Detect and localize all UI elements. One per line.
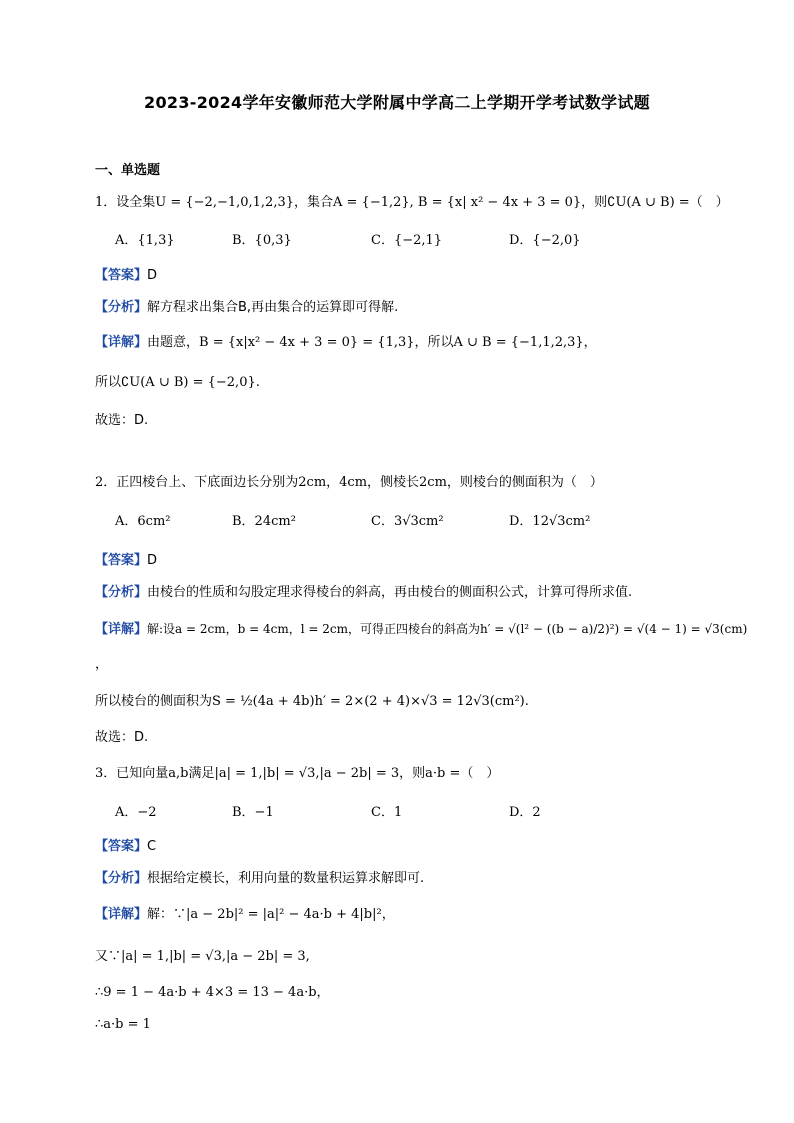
- q3-detail-line-4: ∴a·b = 1: [95, 1017, 151, 1032]
- analysis-tag: 【分析】: [95, 585, 148, 600]
- detail-text: 由题意，B = {x|x² − 4x + 3 = 0} = {1,3}，所以A ∪ B = {−1,1,2,3}，: [147, 335, 597, 350]
- analysis-tag: 【分析】: [95, 300, 148, 315]
- q3-option-d: D．2: [509, 805, 541, 820]
- q3-option-c: C．1: [371, 805, 403, 820]
- q2-analysis-row: [95, 584, 632, 602]
- q2-choose: 故选：D.: [95, 730, 149, 745]
- answer-tag: 【答案】: [95, 839, 148, 854]
- q3-option-b: B．−1: [232, 805, 274, 820]
- q3-detail-row: [95, 906, 395, 924]
- q2-option-c: C．3√3cm²: [371, 514, 444, 529]
- section-heading: 一、单选题: [95, 163, 161, 178]
- analysis-tag: 【分析】: [95, 871, 148, 886]
- q2-option-b: B．24cm²: [232, 514, 296, 529]
- detail-tag: 【详解】: [95, 335, 148, 350]
- q2-answer-row: [95, 552, 157, 570]
- detail-text: 解：∵|a − 2b|² = |a|² − 4a·b + 4|b|²，: [147, 907, 395, 922]
- question-1-stem: 1．设全集U = {−2,−1,0,1,2,3}，集合A = {−1,2}, B = {x| x² − 4x + 3 = 0}，则∁U(A ∪ B) =（ ）: [95, 195, 729, 210]
- q3-option-a: A．−2: [115, 805, 157, 820]
- q3-analysis-row: [95, 870, 424, 888]
- q1-detail-line-2: 所以∁U(A ∪ B) = {−2,0}.: [95, 375, 260, 390]
- answer-value: C: [147, 839, 157, 854]
- q1-option-b: B．{0,3}: [232, 233, 292, 248]
- q1-analysis-row: [95, 299, 398, 317]
- q2-option-a: A．6cm²: [115, 514, 171, 529]
- q3-answer-row: [95, 838, 156, 856]
- q1-option-d: D．{−2,0}: [509, 233, 581, 248]
- answer-tag: 【答案】: [95, 553, 148, 568]
- answer-value: D: [147, 268, 158, 283]
- q2-detail-line-2: 所以棱台的侧面积为S = ½(4a + 4b)h′ = 2×(2 + 4)×√3 = 12√3(cm²).: [95, 694, 529, 709]
- question-2-stem: 2．正四棱台上、下底面边长分别为2cm，4cm，侧棱长2cm，则棱台的侧面积为（ ）: [95, 475, 603, 490]
- q2-option-d: D．12√3cm²: [509, 514, 591, 529]
- detail-text: 解:设a = 2cm，b = 4cm，l = 2cm，可得正四棱台的斜高为h′ = √(l² − ((b − a)/2)²) = √(4 − 1) = √3(cm): [147, 622, 748, 636]
- q1-choose: 故选：D.: [95, 413, 149, 428]
- q3-detail-line-3: ∴9 = 1 − 4a·b + 4×3 = 13 − 4a·b，: [95, 985, 330, 1000]
- q2-detail-continuation: ，: [95, 657, 109, 672]
- q1-option-a: A．{1,3}: [115, 233, 175, 248]
- answer-value: D: [147, 553, 158, 568]
- q1-option-c: C．{−2,1}: [371, 233, 443, 248]
- q1-answer-row: [95, 267, 157, 285]
- analysis-text: 根据给定模长，利用向量的数量积运算求解即可.: [147, 871, 425, 886]
- detail-tag: 【详解】: [95, 622, 148, 637]
- question-3-stem: 3．已知向量a,b满足|a| = 1,|b| = √3,|a − 2b| = 3，则a·b =（ ）: [95, 766, 500, 781]
- q3-detail-line-2: 又∵|a| = 1,|b| = √3,|a − 2b| = 3,: [95, 949, 310, 964]
- q1-detail-row: [95, 334, 597, 352]
- answer-tag: 【答案】: [95, 268, 148, 283]
- q2-detail-row: [95, 620, 747, 639]
- page-title: 2023-2024学年安徽师范大学附属中学高二上学期开学考试数学试题: [144, 93, 650, 112]
- detail-tag: 【详解】: [95, 907, 148, 922]
- analysis-text: 解方程求出集合B,再由集合的运算即可得解.: [147, 300, 399, 315]
- analysis-text: 由棱台的性质和勾股定理求得棱台的斜高，再由棱台的侧面积公式，计算可得所求值.: [147, 585, 633, 600]
